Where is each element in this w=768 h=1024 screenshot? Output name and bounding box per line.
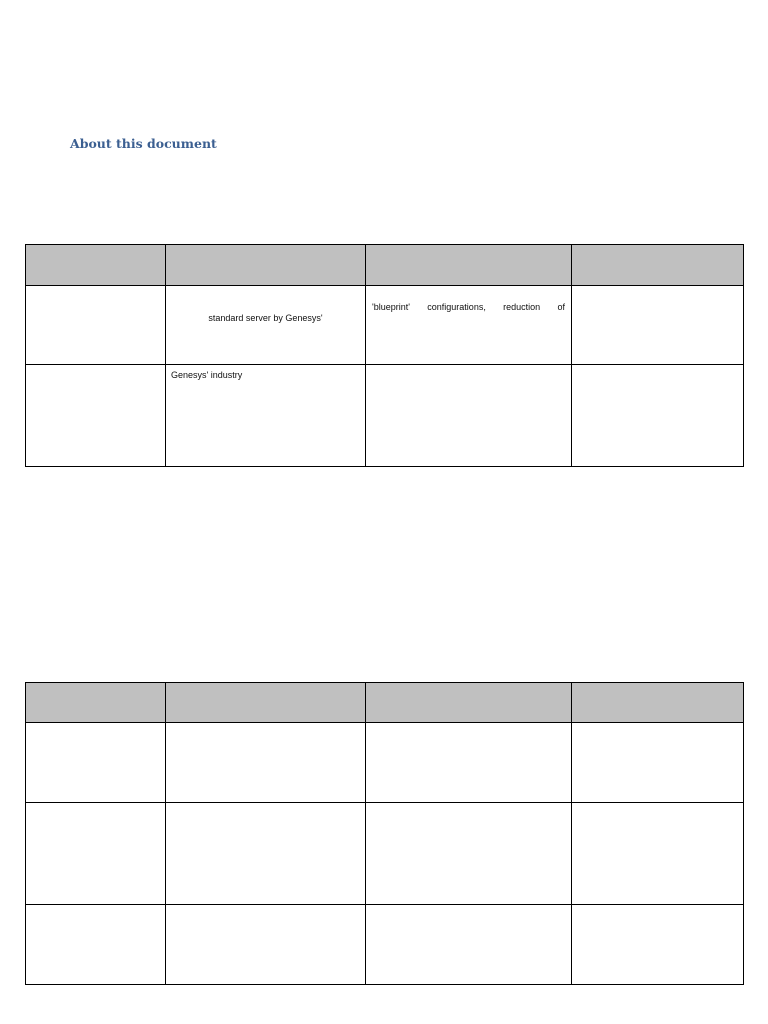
table-cell <box>572 365 744 467</box>
header-cell <box>572 683 744 723</box>
header-cell <box>572 245 744 286</box>
table-cell: standard server by Genesys' <box>166 286 366 365</box>
header-cell <box>166 683 366 723</box>
header-cell <box>366 683 572 723</box>
table-cell <box>366 905 572 985</box>
table-row <box>26 905 744 985</box>
document-heading: About this document <box>70 136 217 151</box>
table-cell <box>572 286 744 365</box>
table-row <box>26 365 744 467</box>
table-cell <box>26 723 166 803</box>
header-cell <box>26 245 166 286</box>
document-table-2 <box>25 682 744 985</box>
document-table-1 <box>25 244 744 467</box>
table-row <box>26 286 744 365</box>
table-cell: Genesys' industry <box>166 365 366 467</box>
table-cell: 'blueprint' configurations, reduction of <box>366 286 572 365</box>
table-cell <box>166 723 366 803</box>
table-header-row <box>26 245 744 286</box>
table-cell <box>366 803 572 905</box>
table-cell <box>366 365 572 467</box>
table-cell <box>366 723 572 803</box>
table-cell <box>166 803 366 905</box>
header-cell <box>26 683 166 723</box>
table-cell <box>26 286 166 365</box>
table-cell <box>26 803 166 905</box>
table-cell <box>572 905 744 985</box>
header-cell <box>366 245 572 286</box>
table-cell <box>572 803 744 905</box>
table-cell <box>26 365 166 467</box>
table-row <box>26 803 744 905</box>
table-cell <box>26 905 166 985</box>
table-cell <box>166 905 366 985</box>
table-cell <box>572 723 744 803</box>
header-cell <box>166 245 366 286</box>
table-header-row <box>26 683 744 723</box>
table-row <box>26 723 744 803</box>
